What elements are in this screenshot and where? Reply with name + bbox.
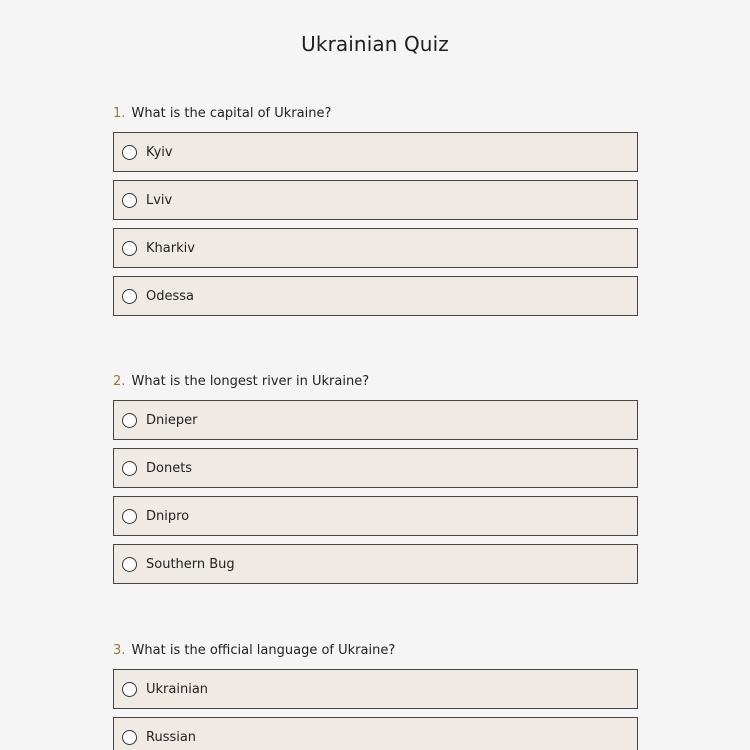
option-label: Dnieper <box>146 412 198 428</box>
answer-option-southern-bug[interactable] <box>113 544 638 584</box>
option-label: Donets <box>146 460 193 476</box>
question-text <box>113 373 638 391</box>
option-label: Ukrainian <box>146 681 209 697</box>
question-text <box>113 642 638 660</box>
radio-button[interactable] <box>122 682 137 697</box>
radio-button[interactable] <box>122 413 137 428</box>
question-number: 1. <box>113 106 126 121</box>
answer-option-kyiv[interactable] <box>113 132 638 172</box>
question-label: What is the capital of Ukraine? <box>131 106 332 121</box>
option-label: Russian <box>146 729 197 745</box>
question-number: 2. <box>113 374 126 389</box>
question-text <box>113 105 638 123</box>
option-label: Lviv <box>146 192 173 208</box>
option-label: Southern Bug <box>146 556 235 572</box>
answer-option-russian[interactable] <box>113 717 638 750</box>
question-label: What is the official language of Ukraine? <box>131 643 396 658</box>
radio-button[interactable] <box>122 730 137 745</box>
options-list <box>113 132 638 316</box>
option-label: Kharkiv <box>146 240 195 256</box>
radio-button[interactable] <box>122 289 137 304</box>
radio-button[interactable] <box>122 145 137 160</box>
options-list <box>113 400 638 584</box>
option-label: Odessa <box>146 288 194 304</box>
question-3 <box>113 642 638 750</box>
answer-option-dnieper[interactable] <box>113 400 638 440</box>
option-label: Dnipro <box>146 508 190 524</box>
options-list <box>113 669 638 750</box>
answer-option-dnipro[interactable] <box>113 496 638 536</box>
question-number: 3. <box>113 643 126 658</box>
answer-option-kharkiv[interactable] <box>113 228 638 268</box>
radio-button[interactable] <box>122 509 137 524</box>
question-label: What is the longest river in Ukraine? <box>131 374 370 389</box>
radio-button[interactable] <box>122 193 137 208</box>
page-title: Ukrainian Quiz <box>301 32 449 56</box>
radio-button[interactable] <box>122 461 137 476</box>
question-1 <box>113 105 638 324</box>
radio-button[interactable] <box>122 241 137 256</box>
radio-button[interactable] <box>122 557 137 572</box>
question-2 <box>113 373 638 592</box>
option-label: Kyiv <box>146 144 173 160</box>
answer-option-ukrainian[interactable] <box>113 669 638 709</box>
answer-option-odessa[interactable] <box>113 276 638 316</box>
answer-option-lviv[interactable] <box>113 180 638 220</box>
answer-option-donets[interactable] <box>113 448 638 488</box>
